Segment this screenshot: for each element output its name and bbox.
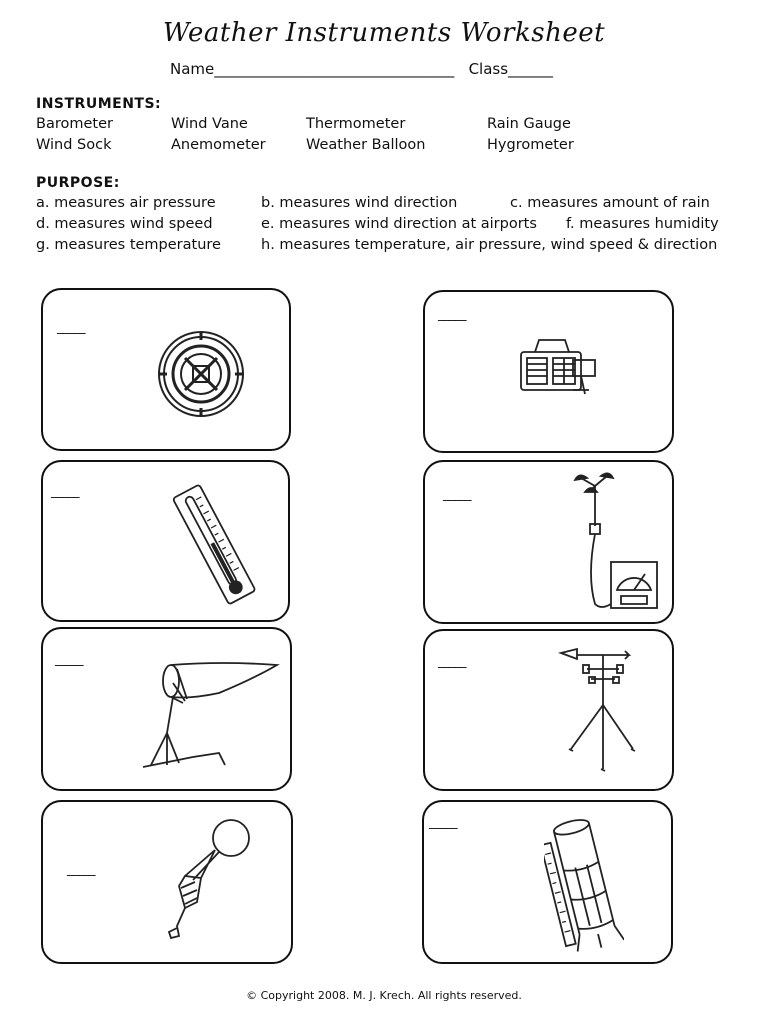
answer-blank[interactable]: _____ xyxy=(55,652,83,667)
barometer-picture xyxy=(155,328,247,420)
answer-blank[interactable]: _____ xyxy=(438,307,466,322)
instrument-item: Thermometer xyxy=(306,116,406,132)
anemometer-picture xyxy=(565,466,665,616)
answer-blank[interactable]: _____ xyxy=(438,654,466,669)
hygrometer-picture xyxy=(513,334,603,398)
name-field[interactable]: ________________________________ xyxy=(214,60,455,78)
answer-blank[interactable]: _____ xyxy=(51,484,79,499)
purpose-item: b. measures wind direction xyxy=(261,195,458,211)
thermometer-picture xyxy=(159,482,271,606)
purpose-item: g. measures temperature xyxy=(36,237,221,253)
instrument-item: Hygrometer xyxy=(487,137,574,153)
purpose-item: a. measures air pressure xyxy=(36,195,216,211)
copyright-footer: © Copyright 2008. M. J. Krech. All rights reserved. xyxy=(246,989,522,1002)
name-class-row xyxy=(170,60,553,78)
purpose-item: h. measures temperature, air pressure, wind speed & direction xyxy=(261,237,718,253)
answer-blank[interactable]: _____ xyxy=(429,815,457,830)
instrument-card xyxy=(41,460,290,622)
instrument-card xyxy=(423,290,674,453)
name-label: Name xyxy=(170,60,215,78)
instrument-card xyxy=(423,629,674,791)
instrument-card xyxy=(41,800,293,964)
purpose-item: d. measures wind speed xyxy=(36,216,213,232)
instrument-item: Wind Vane xyxy=(171,116,248,132)
rain-gauge-picture xyxy=(544,816,624,956)
class-field[interactable]: ______ xyxy=(508,60,554,78)
purpose-item: f. measures humidity xyxy=(566,216,719,232)
instruments-heading: INSTRUMENTS: xyxy=(36,96,162,112)
instrument-card xyxy=(41,288,291,451)
answer-blank[interactable]: _____ xyxy=(57,320,85,335)
purpose-heading: PURPOSE: xyxy=(36,175,120,191)
instrument-item: Wind Sock xyxy=(36,137,112,153)
wind-sock-picture xyxy=(143,653,283,773)
weather-balloon-picture xyxy=(155,816,255,956)
instrument-item: Rain Gauge xyxy=(487,116,571,132)
instrument-item: Anemometer xyxy=(171,137,266,153)
instrument-card xyxy=(423,460,674,624)
answer-blank[interactable]: _____ xyxy=(443,487,471,502)
instruments-list xyxy=(36,116,736,160)
wind-vane-picture xyxy=(557,639,641,775)
instrument-card xyxy=(41,627,292,791)
instrument-item: Weather Balloon xyxy=(306,137,426,153)
class-label: Class xyxy=(468,60,509,78)
purpose-list xyxy=(36,195,736,259)
answer-blank[interactable]: _____ xyxy=(67,862,95,877)
worksheet-title: Weather Instruments Worksheet xyxy=(162,18,606,48)
instrument-card xyxy=(422,800,673,964)
instrument-item: Barometer xyxy=(36,116,113,132)
purpose-item: c. measures amount of rain xyxy=(510,195,710,211)
purpose-item: e. measures wind direction at airports xyxy=(261,216,537,232)
